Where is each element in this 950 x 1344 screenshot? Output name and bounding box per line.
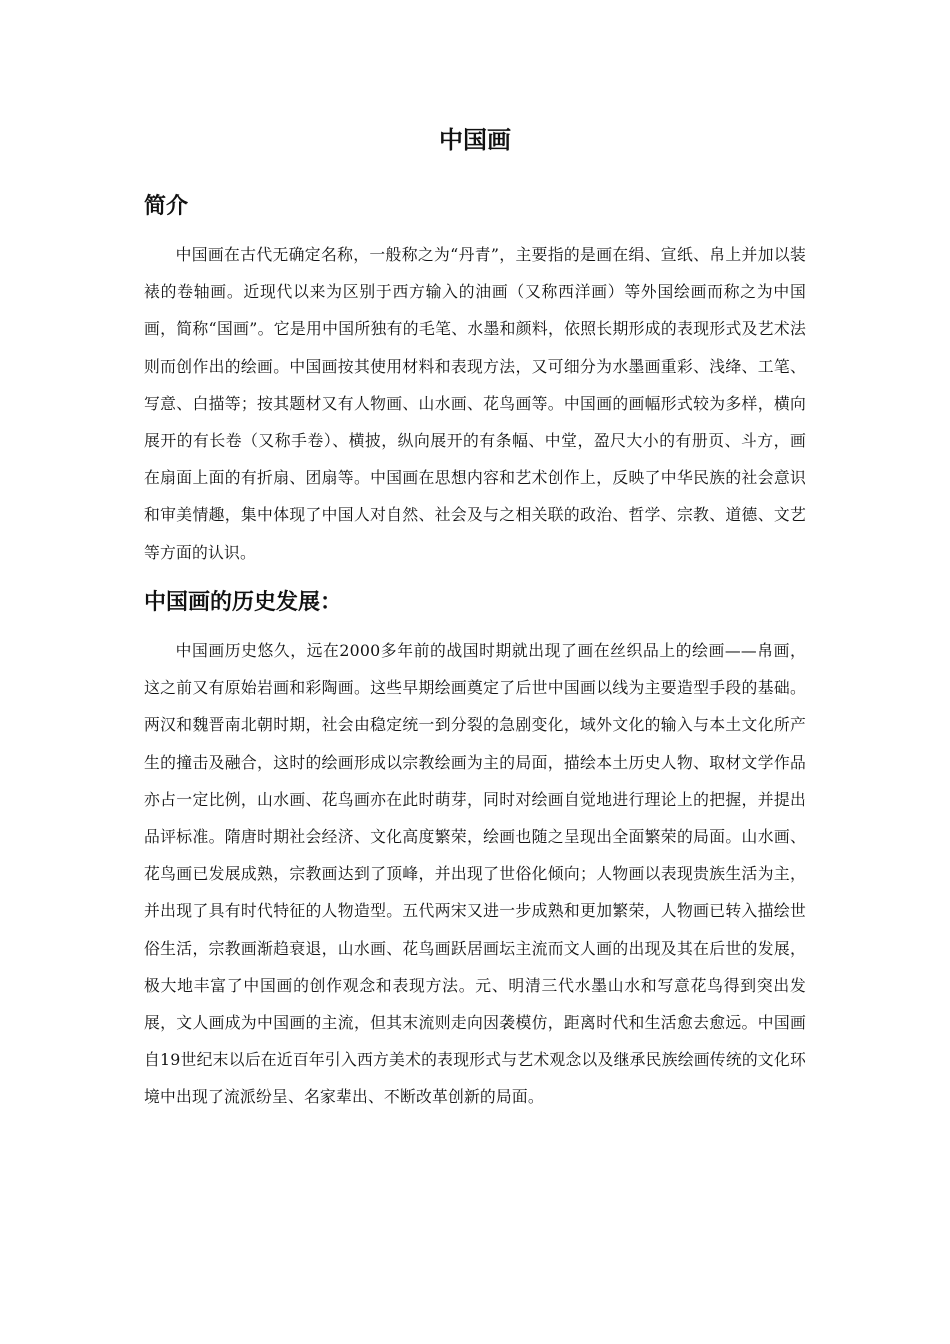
section-heading-history: 中国画的历史发展：: [144, 590, 343, 615]
section-body-history: 中国画历史悠久，远在2000多年前的战国时期就出现了画在丝织品上的绘画——帛画，这之前又有原始岩画和彩陶画。这些早期绘画奠定了后世中国画以线为主要造型手段的基础。两汉和魏晋南北朝时期，社会由稳定统一到分裂的急剧变化，域外文化的输入与本土文化所产生的撞击及融合，这时的绘画形成以宗教绘画为主的局面，描绘本土历史人物、取材文学作品亦占一定比例，山水画、花鸟画亦在此时萌芽，同时对绘画自觉地进行理论上的把握，并提出品评标准。隋唐时期社会经济、文化高度繁荣，绘画也随之呈现出全面繁荣的局面。山水画、花鸟画已发展成熟，宗教画达到了顶峰，并出现了世俗化倾向；人物画以表现贵族生活为主，并出现了具有时代特征的人物造型。五代两宋又进一步成熟和更加繁荣，人物画已转入描绘世俗生活，宗教画渐趋衰退，山水画、花鸟画跃居画坛主流而文人画的出现及其在后世的发展，极大地丰富了中国画的创作观念和表现方法。元、明清三代水墨山水和写意花鸟得到突出发展，文人画成为中国画的主流，但其末流则走向因袭模仿，距离时代和生活愈去愈远。中国画自19世纪末以后在近百年引入西方美术的表现形式与艺术观念以及继承民族绘画传统的文化环境中出现了流派纷呈、名家辈出、不断改革创新的局面。: [144, 641, 806, 1107]
section-heading-intro: 简介: [144, 194, 189, 219]
document-title: 中国画: [439, 126, 511, 154]
section-body-intro: 中国画在古代无确定名称，一般称之为“丹青”，主要指的是画在绢、宣纸、帛上并加以装裱的卷轴画。近现代以来为区别于西方输入的油画（又称西洋画）等外国绘画而称之为中国画，简称“国画”。它是用中国所独有的毛笔、水墨和颜料，依照长期形成的表现形式及艺术法则而创作出的绘画。中国画按其使用材料和表现方法，又可细分为水墨画重彩、浅绛、工笔、写意、白描等；按其题材又有人物画、山水画、花鸟画等。中国画的画幅形式较为多样，横向展开的有长卷（又称手卷）、横披，纵向展开的有条幅、中堂，盈尺大小的有册页、斗方，画在扇面上面的有折扇、团扇等。中国画在思想内容和艺术创作上，反映了中华民族的社会意识和审美情趣，集中体现了中国人对自然、社会及与之相关联的政治、哲学、宗教、道德、文艺等方面的认识。: [144, 245, 806, 562]
